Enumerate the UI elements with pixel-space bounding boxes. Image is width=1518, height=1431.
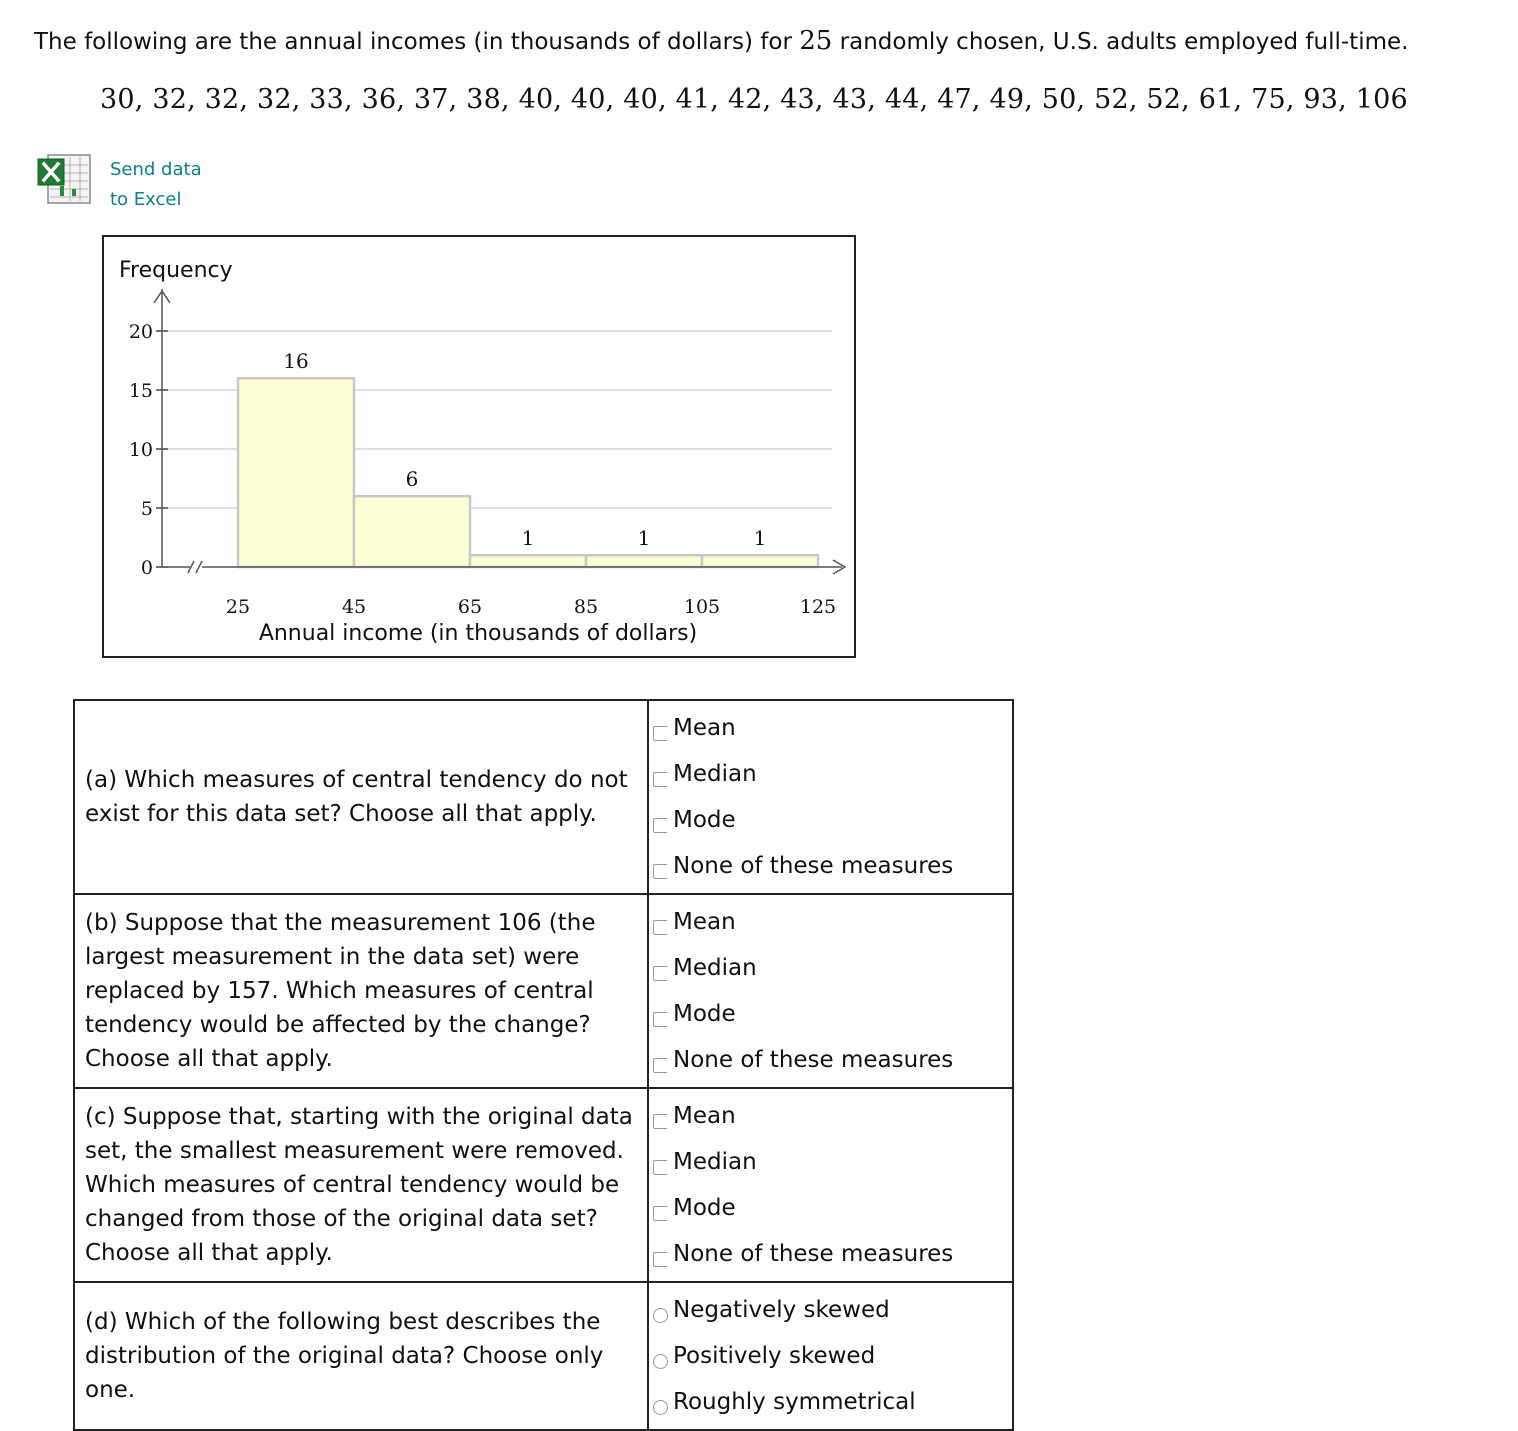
checkbox-option[interactable] bbox=[653, 797, 1008, 843]
checkbox[interactable] bbox=[653, 1058, 668, 1073]
option-label: Mode bbox=[673, 807, 736, 833]
data-values: 30, 32, 32, 32, 33, 36, 37, 38, 40, 40, 40, 41, 42, 43, 43, 44, 47, 49, 50, 52, 52, 61, 75, 93, 106 bbox=[100, 84, 1408, 115]
option-label: None of these measures bbox=[673, 1241, 954, 1267]
checkbox[interactable] bbox=[653, 864, 668, 879]
question-row bbox=[74, 894, 1013, 1088]
bar-data-label: 1 bbox=[521, 526, 535, 551]
bar-data-label: 6 bbox=[405, 467, 419, 492]
histogram-bar bbox=[470, 555, 586, 567]
problem-statement bbox=[34, 26, 1408, 56]
checkbox[interactable] bbox=[653, 1160, 668, 1175]
checkbox-option[interactable] bbox=[653, 945, 1008, 991]
question-table bbox=[73, 699, 1014, 1431]
send-data-to-excel-link[interactable] bbox=[110, 155, 202, 215]
option-label: Roughly symmetrical bbox=[673, 1389, 916, 1415]
histogram-bar bbox=[586, 555, 702, 567]
checkbox[interactable] bbox=[653, 1252, 668, 1267]
y-tick-label: 15 bbox=[128, 380, 153, 402]
checkbox[interactable] bbox=[653, 1206, 668, 1221]
question-row bbox=[74, 1282, 1013, 1430]
histogram-bar bbox=[354, 496, 470, 567]
checkbox[interactable] bbox=[653, 966, 668, 981]
radio-button[interactable] bbox=[653, 1400, 668, 1415]
radio-option[interactable] bbox=[653, 1287, 1008, 1333]
checkbox-option[interactable] bbox=[653, 843, 1008, 889]
intro-text-after: randomly chosen, U.S. adults employed full-time. bbox=[832, 29, 1409, 55]
excel-link-line2: to Excel bbox=[110, 189, 182, 210]
question-text: (b) Suppose that the measurement 106 (the largest measurement in the data set) were replaced by 157. Which measures of central tendency would be affected by the change? Choose all that apply. bbox=[74, 894, 648, 1088]
option-label: Median bbox=[673, 1149, 757, 1175]
checkbox-option[interactable] bbox=[653, 1185, 1008, 1231]
option-label: Negatively skewed bbox=[673, 1297, 890, 1323]
option-label: None of these measures bbox=[673, 853, 954, 879]
answer-options bbox=[648, 1088, 1013, 1282]
y-tick-label: 0 bbox=[140, 557, 153, 579]
bar-data-label: 1 bbox=[753, 526, 767, 551]
excel-icon[interactable] bbox=[36, 153, 94, 207]
checkbox-option[interactable] bbox=[653, 751, 1008, 797]
bar-data-label: 16 bbox=[283, 349, 309, 374]
x-tick-label: 65 bbox=[457, 596, 483, 618]
checkbox-option[interactable] bbox=[653, 1093, 1008, 1139]
y-tick-label: 10 bbox=[128, 439, 153, 461]
checkbox-option[interactable] bbox=[653, 1037, 1008, 1083]
option-label: Mode bbox=[673, 1195, 736, 1221]
x-axis-label: Annual income (in thousands of dollars) bbox=[258, 621, 698, 646]
y-tick-label: 20 bbox=[128, 321, 153, 343]
answer-options bbox=[648, 1282, 1013, 1430]
x-tick-label: 105 bbox=[683, 596, 721, 618]
radio-option[interactable] bbox=[653, 1333, 1008, 1379]
question-text: (a) Which measures of central tendency do not exist for this data set? Choose all that apply. bbox=[74, 700, 648, 894]
question-text: (d) Which of the following best describes the distribution of the original data? Choose only one. bbox=[74, 1282, 648, 1430]
checkbox[interactable] bbox=[653, 726, 668, 741]
x-tick-label: 25 bbox=[225, 596, 251, 618]
y-axis-label: Frequency bbox=[119, 258, 233, 283]
y-tick-label: 5 bbox=[140, 498, 153, 520]
option-label: Median bbox=[673, 761, 757, 787]
checkbox[interactable] bbox=[653, 818, 668, 833]
radio-option[interactable] bbox=[653, 1379, 1008, 1425]
histogram-chart bbox=[104, 237, 856, 658]
checkbox-option[interactable] bbox=[653, 1231, 1008, 1277]
checkbox-option[interactable] bbox=[653, 705, 1008, 751]
bar-data-label: 1 bbox=[637, 526, 651, 551]
radio-button[interactable] bbox=[653, 1354, 668, 1369]
question-row bbox=[74, 1088, 1013, 1282]
option-label: Mean bbox=[673, 909, 736, 935]
option-label: Median bbox=[673, 955, 757, 981]
histogram-bar bbox=[702, 555, 818, 567]
x-tick-label: 45 bbox=[341, 596, 367, 618]
checkbox[interactable] bbox=[653, 772, 668, 787]
checkbox[interactable] bbox=[653, 920, 668, 935]
histogram-panel bbox=[102, 235, 856, 658]
checkbox-option[interactable] bbox=[653, 1139, 1008, 1185]
checkbox[interactable] bbox=[653, 1012, 668, 1027]
answer-options bbox=[648, 894, 1013, 1088]
question-row bbox=[74, 700, 1013, 894]
excel-link-line1: Send data bbox=[110, 159, 202, 180]
checkbox[interactable] bbox=[653, 1114, 668, 1129]
histogram-bar bbox=[238, 378, 354, 567]
option-label: None of these measures bbox=[673, 1047, 954, 1073]
question-text: (c) Suppose that, starting with the original data set, the smallest measurement were removed. Which measures of central tendency would be changed from those of the original data set? Choose all that apply. bbox=[74, 1088, 648, 1282]
checkbox-option[interactable] bbox=[653, 899, 1008, 945]
option-label: Positively skewed bbox=[673, 1343, 876, 1369]
option-label: Mean bbox=[673, 715, 736, 741]
answer-options bbox=[648, 700, 1013, 894]
option-label: Mode bbox=[673, 1001, 736, 1027]
option-label: Mean bbox=[673, 1103, 736, 1129]
x-tick-label: 85 bbox=[573, 596, 599, 618]
intro-text-before: The following are the annual incomes (in thousands of dollars) for bbox=[34, 29, 800, 55]
x-tick-label: 125 bbox=[799, 596, 837, 618]
radio-button[interactable] bbox=[653, 1308, 668, 1323]
sample-size: 25 bbox=[799, 26, 833, 56]
checkbox-option[interactable] bbox=[653, 991, 1008, 1037]
